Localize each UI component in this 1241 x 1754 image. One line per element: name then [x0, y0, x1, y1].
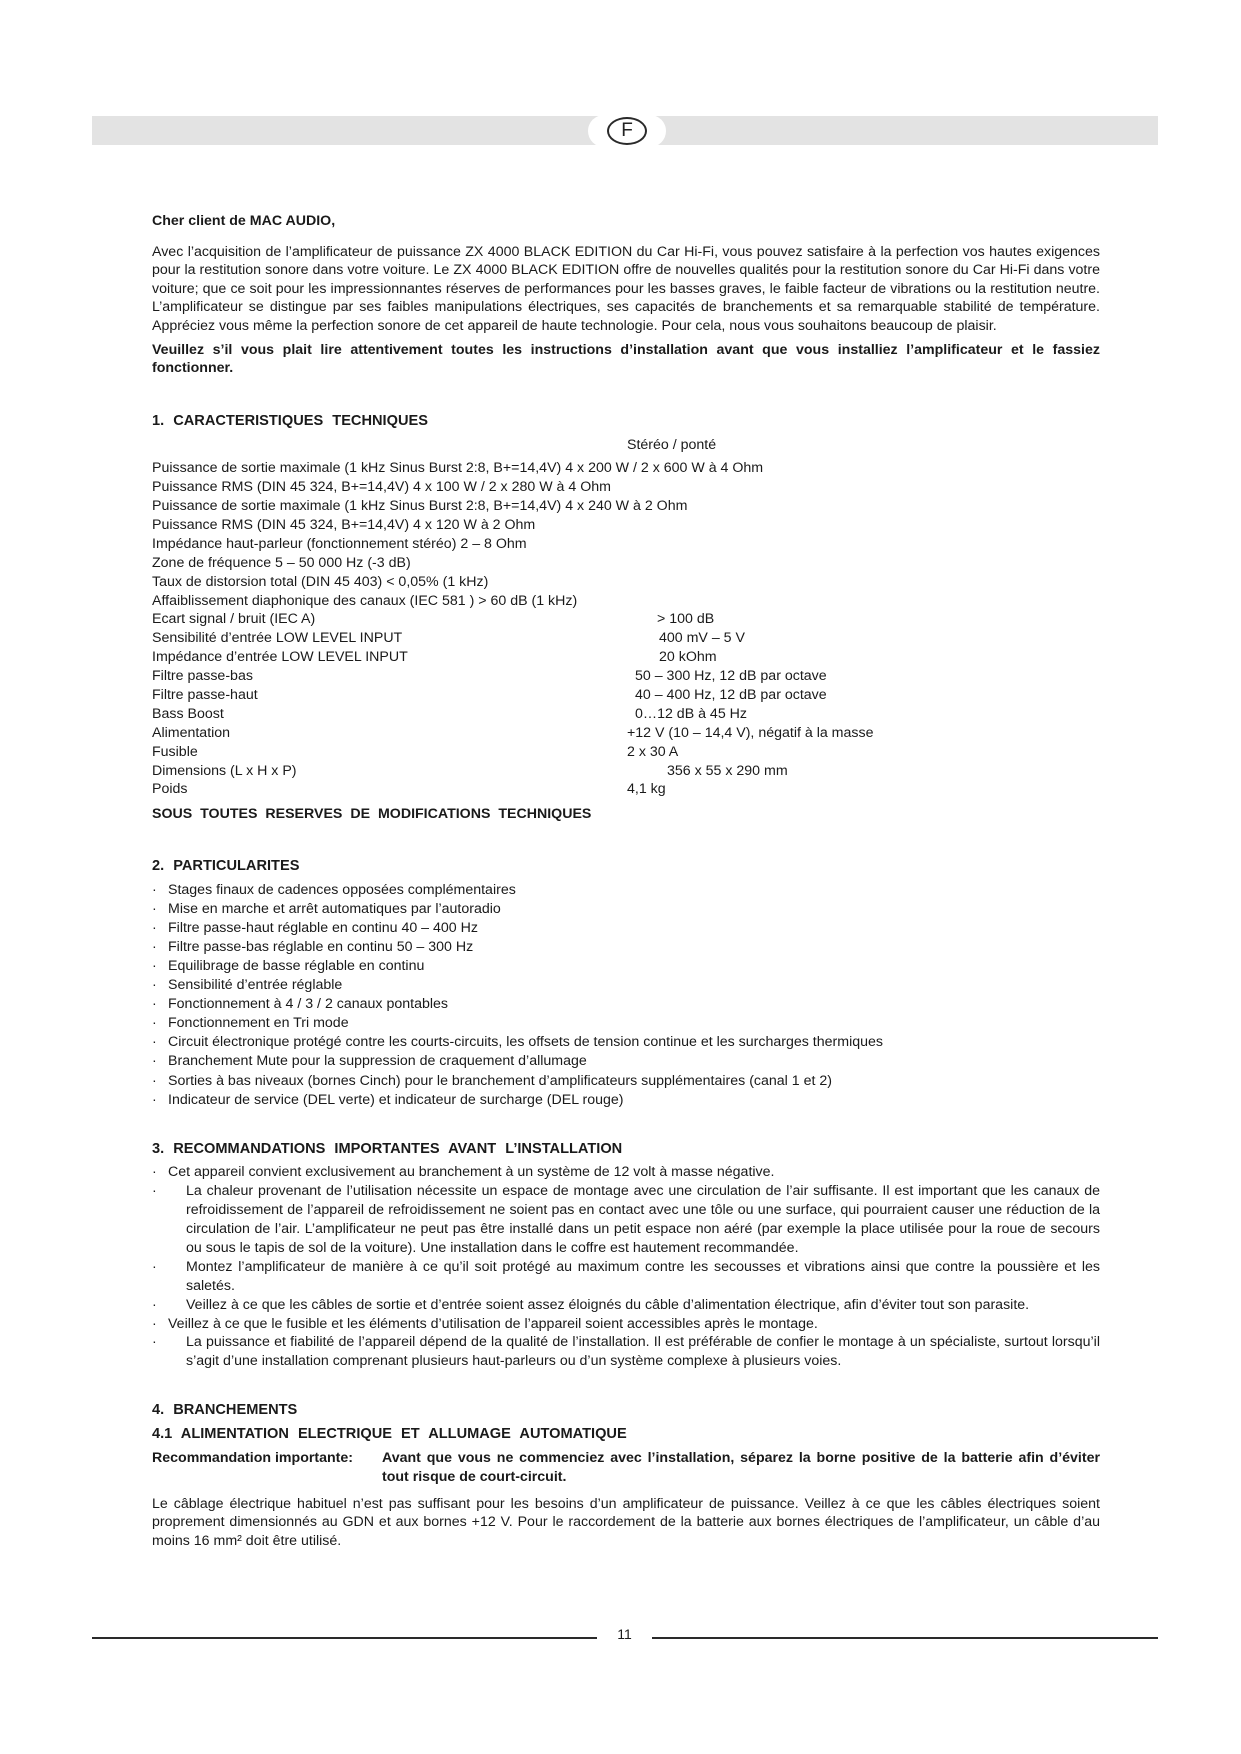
greeting: Cher client de MAC AUDIO,	[152, 213, 336, 229]
list-item: · Fonctionnement à 4 / 3 / 2 canaux pontables	[152, 995, 1100, 1014]
spec-label: Ecart signal / bruit (IEC A)	[152, 611, 316, 628]
spec-label: Impédance d’entrée LOW LEVEL INPUT	[152, 649, 408, 666]
list-item: · Equilibrage de basse réglable en continu	[152, 957, 1100, 976]
spec-value: 50 – 300 Hz, 12 dB par octave	[635, 668, 827, 685]
spec-label: Filtre passe-haut	[152, 687, 258, 704]
spec-value: 400 mV – 5 V	[659, 630, 745, 647]
list-item: · La chaleur provenant de l’utilisation nécessite un espace de montage avec une circulation de l’air suffisante. Il est important que les canaux de refroidissement de l’appareil de refroidissement ne soient pas en contact avec une tôle ou une surface, qui pourraient causer une réduction de la circulation de l’air. L’amplificateur ne peut pas être installé dans un petit espace non aéré (par exemple la place utilisée pour la roue de secours ou sous le tapis de sol de la voiture). Une installation dans le coffre est hautement recommandée.	[152, 1182, 1100, 1258]
section3-title: 3. RECOMMANDATIONS IMPORTANTES AVANT L’INSTALLATION	[152, 1140, 623, 1157]
reserve-notice: SOUS TOUTES RESERVES DE MODIFICATIONS TECHNIQUES	[152, 806, 592, 823]
spec-full-rows	[152, 459, 1100, 610]
spec-value: 2 x 30 A	[627, 743, 679, 760]
spec-row	[152, 667, 1100, 686]
spec-column-header: Stéréo / ponté	[627, 437, 717, 454]
list-item: · Mise en marche et arrêt automatiques par l’autoradio	[152, 900, 1100, 919]
spec-row: Zone de fréquence 5 – 50 000 Hz (-3 dB)	[152, 554, 411, 571]
spec-label: Alimentation	[152, 724, 231, 741]
spec-table	[152, 610, 1100, 799]
spec-label: Poids	[152, 781, 188, 798]
spec-row: Puissance RMS (DIN 45 324, B+=14,4V) 4 x 120 W à 2 Ohm	[152, 517, 536, 534]
recommendation-label: Recommandation importante:	[152, 1450, 354, 1467]
list-item: · La puissance et fiabilité de l’appareil dépend de la qualité de l’installation. Il est préférable de confier le montage à un spécialiste, surtout lorsqu’il s’agit d’une installation comprenant plusieurs haut-parleurs ou d’un système complexe à plusieurs voies.	[152, 1333, 1100, 1371]
list-item: · Veillez à ce que les câbles de sortie et d’entrée soient assez éloignés du câble d’alimentation électrique, afin d’éviter tout son parasite.	[152, 1296, 1100, 1315]
spec-row	[152, 648, 1100, 667]
list-item: · Veillez à ce que le fusible et les éléments d’utilisation de l’appareil soient accessibles après le montage.	[152, 1315, 1100, 1334]
spec-row: Taux de distorsion total (DIN 45 403) < 0,05% (1 kHz)	[152, 573, 489, 590]
list-item: · Filtre passe-haut réglable en continu 40 – 400 Hz	[152, 919, 1100, 938]
recommendations-list	[152, 1163, 1100, 1371]
spec-row	[152, 705, 1100, 724]
list-item: · Filtre passe-bas réglable en continu 50 – 300 Hz	[152, 938, 1100, 957]
footer-rule-right	[652, 1637, 1158, 1639]
page-number: 11	[617, 1626, 632, 1642]
warning-paragraph: Veuillez s’il vous plait lire attentivement toutes les instructions d’installation avant que vous installiez l’amplificateur et le fassiez fonctionner.	[152, 341, 1100, 377]
language-badge: F	[607, 117, 647, 145]
section4-subtitle: 4.1 ALIMENTATION ELECTRIQUE ET ALLUMAGE AUTOMATIQUE	[152, 1425, 627, 1442]
spec-row: Puissance RMS (DIN 45 324, B+=14,4V) 4 x 100 W / 2 x 280 W à 4 Ohm	[152, 479, 611, 496]
recommendation-text: Avant que vous ne commenciez avec l’installation, séparez la borne positive de la batterie afin d’éviter tout risque de court-circuit.	[382, 1450, 1100, 1486]
spec-row: Puissance de sortie maximale (1 kHz Sinus Burst 2:8, B+=14,4V) 4 x 200 W / 2 x 600 W à 4 Ohm	[152, 460, 764, 477]
spec-label: Dimensions (L x H x P)	[152, 762, 297, 779]
spec-row	[152, 743, 1100, 762]
spec-row	[152, 724, 1100, 743]
section2-title: 2. PARTICULARITES	[152, 857, 300, 874]
page-content	[152, 212, 1100, 1550]
list-item: · Montez l’amplificateur de manière à ce qu’il soit protégé au maximum contre les secousses et vibrations ainsi que contre la poussière et les saletés.	[152, 1258, 1100, 1296]
list-item: · Indicateur de service (DEL verte) et indicateur de surcharge (DEL rouge)	[152, 1091, 1100, 1110]
spec-row	[152, 762, 1100, 781]
spec-label: Bass Boost	[152, 705, 224, 722]
recommendation-block	[152, 1449, 1100, 1486]
spec-row	[152, 610, 1100, 629]
spec-value: 20 kOhm	[659, 649, 717, 666]
list-item: · Sensibilité d’entrée réglable	[152, 976, 1100, 995]
spec-row: Impédance haut-parleur (fonctionnement stéréo) 2 – 8 Ohm	[152, 535, 527, 552]
list-item: · Fonctionnement en Tri mode	[152, 1014, 1100, 1033]
spec-value: 4,1 kg	[627, 781, 666, 798]
spec-row: Puissance de sortie maximale (1 kHz Sinus Burst 2:8, B+=14,4V) 4 x 240 W à 2 Ohm	[152, 498, 688, 515]
features-list	[152, 881, 1100, 1110]
section1-title: 1. CARACTERISTIQUES TECHNIQUES	[152, 412, 428, 429]
spec-row: Affaiblissement diaphonique des canaux (IEC 581 ) > 60 dB (1 kHz)	[152, 592, 578, 609]
spec-value: 40 – 400 Hz, 12 dB par octave	[635, 687, 827, 704]
list-item: · Sorties à bas niveaux (bornes Cinch) pour le branchement d’amplificateurs supplémentaires (canal 1 et 2)	[152, 1072, 1100, 1091]
spec-row	[152, 686, 1100, 705]
spec-row	[152, 780, 1100, 799]
footer-rule-left	[92, 1637, 597, 1639]
list-item: · Circuit électronique protégé contre les courts-circuits, les offsets de tension continue et les surcharges thermiques	[152, 1033, 1100, 1052]
list-item: · Cet appareil convient exclusivement au branchement à un système de 12 volt à masse négative.	[152, 1163, 1100, 1182]
list-item: · Stages finaux de cadences opposées complémentaires	[152, 881, 1100, 900]
spec-label: Sensibilité d’entrée LOW LEVEL INPUT	[152, 630, 403, 647]
spec-label: Filtre passe-bas	[152, 668, 253, 685]
intro-paragraph: Avec l’acquisition de l’amplificateur de puissance ZX 4000 BLACK EDITION du Car Hi-Fi, vous pouvez satisfaire à la perfection vos hautes exigences pour la restitution sonore dans votre voiture. Le ZX 4000 BLACK EDITION offre de nouvelles qualités pour la restitution sonore du Car Hi-Fi dans votre voiture; que ce soit pour les impressionnantes réserves de performances pour les basses graves, le faible facteur de vibrations ou la restitution neutre. L’amplificateur se distingue par ses faibles manipulations électriques, ses capacités de branchements et sa remarquable stabilité de température. Appréciez vous même la perfection sonore de cet appareil de haute technologie. Pour cela, nous vous souhaitons beaucoup de plaisir.	[152, 243, 1100, 334]
spec-value: > 100 dB	[657, 611, 715, 628]
spec-value: 356 x 55 x 290 mm	[667, 762, 788, 779]
spec-value: +12 V (10 – 14,4 V), négatif à la masse	[627, 724, 874, 741]
wiring-paragraph: Le câblage électrique habituel n’est pas suffisant pour les besoins d’un amplificateur de puissance. Veillez à ce que les câbles électriques soient proprement dimensionnés au GDN et aux bornes +12 V. Pour le raccordement de la batterie aux bornes électriques de l’amplificateur, un câble d’au moins 16 mm² doit être utilisé.	[152, 1495, 1100, 1549]
spec-value: 0…12 dB à 45 Hz	[635, 705, 747, 722]
section4-title: 4. BRANCHEMENTS	[152, 1402, 298, 1419]
spec-row	[152, 629, 1100, 648]
spec-label: Fusible	[152, 743, 198, 760]
list-item: · Branchement Mute pour la suppression de craquement d’allumage	[152, 1052, 1100, 1071]
